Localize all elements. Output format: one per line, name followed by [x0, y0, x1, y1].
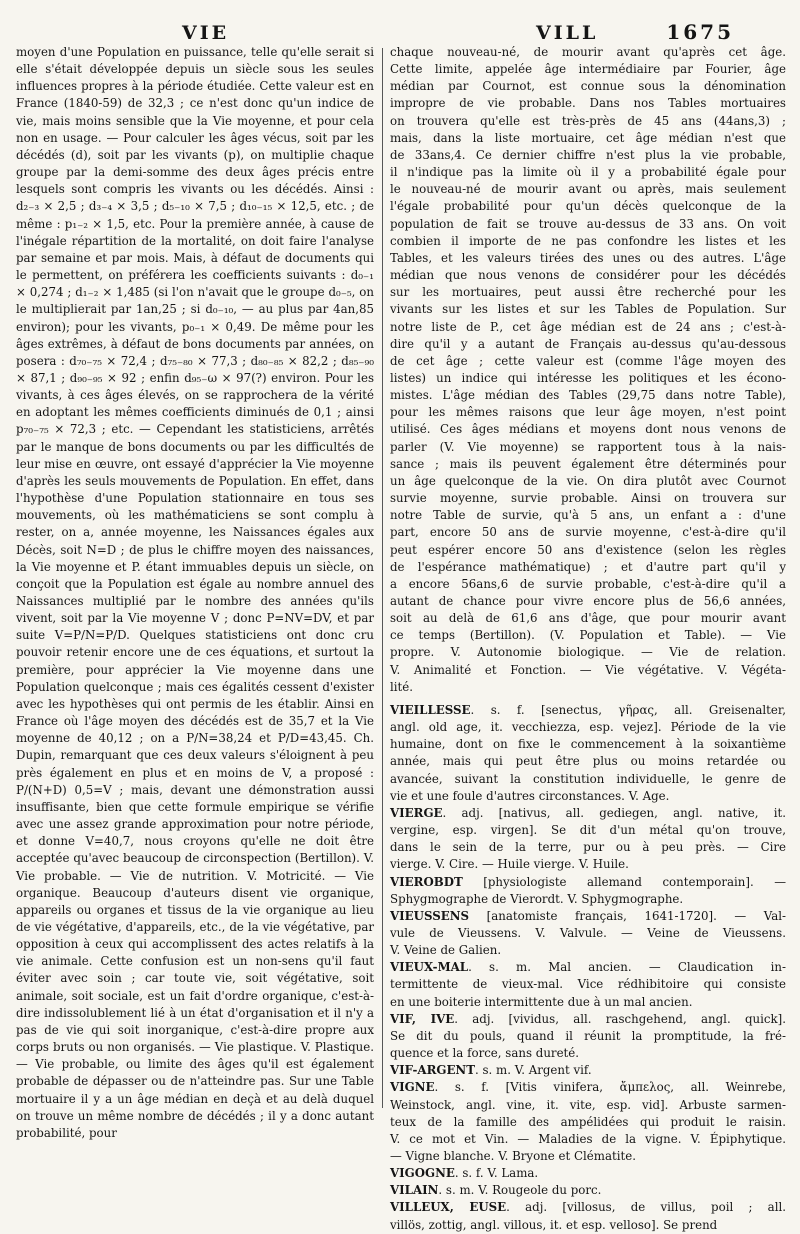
right-column-line: VIEUX-MAL. s. m. Mal ancien. — Claudication in-: [390, 960, 786, 975]
right-column-line: listes) un indice qui intéresse les politiques et les écono-: [390, 370, 786, 385]
right-column-line: villös, zottig, angl. villous, it. et esp. velloso]. Se prend: [390, 1217, 718, 1232]
right-column-line: vule de Vieussens. V. Valvule. — Veine de Vieussens.: [390, 925, 786, 940]
right-column-line: termittente de vieux-mal. Vice rédhibitoire qui consiste: [390, 977, 786, 992]
right-column-line: notre Table de survie, qu'à 5 ans, un enfant a : d'une: [390, 508, 786, 523]
right-column-line: en une boiterie intermittente due à un mal ancien.: [390, 994, 693, 1009]
right-column-line: VILLEUX, EUSE. adj. [villosus, de villus, poil ; all.: [390, 1200, 786, 1215]
right-column-line: avancée, suivant la constitution individuelle, le genre de: [390, 771, 786, 786]
right-column-line: VIEUSSENS [anatomiste français, 1641-1720]. — Val-: [390, 908, 786, 923]
right-column-line: autant de chance pour vivre encore plus de 56,6 années,: [390, 594, 786, 608]
entry-headword: VIEROBDT: [390, 874, 463, 889]
entry-headword: VIEILLESSE: [390, 702, 471, 717]
entry-headword: VIGOGNE: [390, 1166, 455, 1181]
right-column-line: on trouvera qu'elle est très-près de 45 ans (44ans,3) ;: [390, 113, 786, 128]
entry-headword: VIF, IVE: [390, 1011, 455, 1026]
right-column-line: Tables, et les valeurs tirées des unes ou des autres. L'âge: [390, 250, 786, 265]
right-column-line: a encore 56ans,6 de survie probable, c'est-à-dire qu'il a: [390, 576, 786, 591]
right-column-line: teux de la famille des ampélidées qui produit le raisin.: [390, 1114, 786, 1129]
left-column: [16, 44, 374, 1140]
right-column-line: médian par Cournot, est connue sous la dénomination: [390, 79, 786, 94]
right-column-line: sance ; mais ils peuvent également être déterminés pour: [390, 456, 786, 471]
right-column-line: VILAIN. s. m. V. Rougeole du porc.: [390, 1183, 602, 1198]
right-column-line: sur les mortuaires, peut aussi être recherché pour les: [390, 285, 786, 300]
entry-headword: VILLEUX, EUSE: [390, 1200, 507, 1215]
header-right-word: VILL: [536, 22, 599, 44]
right-column: [390, 44, 786, 1232]
right-column-line: VIEILLESSE. s. f. [senectus, γῆρας, all. Greisenalter,: [390, 702, 786, 717]
right-column-line: combien il importe de ne pas confondre les listes et les: [390, 233, 786, 248]
right-column-line: VIEROBDT [physiologiste allemand contemporain]. —: [390, 874, 786, 889]
right-column-line: de l'espérance mathématique) ; et d'autre part qu'il y: [390, 559, 786, 574]
right-column-line: Sphygmographe de Vierordt. V. Sphygmographe.: [390, 891, 684, 906]
right-column-line: part, encore 50 ans de survie moyenne, c'est-à-dire qu'il: [390, 525, 786, 540]
right-column-line: angl. old age, it. vecchiezza, esp. vejez]. Période de la vie: [390, 720, 786, 735]
right-column-line: V. Veine de Galien.: [390, 943, 502, 958]
right-column-line: ce temps (Bertillon). (V. Population et Table). — Vie: [390, 628, 786, 643]
right-column-line: un âge quelconque de la vie. On dira plutôt avec Cournot: [390, 473, 786, 488]
right-column-line: mais, dans la liste mortuaire, cet âge médian n'est que: [390, 130, 786, 145]
right-column-line: impropre de vie probable. Dans nos Tables mortuaires: [390, 96, 786, 111]
entry-headword: VIEUSSENS: [390, 908, 470, 923]
right-column-line: Cette limite, appelée âge intermédiaire par Fourier, âge: [390, 62, 786, 77]
entry-headword: VIGNE: [390, 1080, 435, 1095]
right-column-line: dans le sein de la terre, pur ou à peu près. — Cire: [390, 840, 786, 855]
right-column-line: quence et la force, sans dureté.: [390, 1046, 580, 1061]
page-number: 1675: [666, 20, 734, 44]
right-column-line: VIERGE. adj. [nativus, all. gediegen, angl. native, it.: [390, 805, 786, 820]
right-column-line: notre liste de P., cet âge médian est de 24 ans ; c'est-à-: [390, 319, 786, 334]
right-column-line: pour les mêmes raisons que leur âge moyen, n'est point: [390, 405, 786, 420]
right-column-line: VIF, IVE. adj. [vividus, all. raschgehend, angl. quick].: [390, 1011, 786, 1026]
right-column-line: vie et une foule d'autres circonstances. V. Age.: [390, 788, 670, 803]
right-column-line: l'égale probabilité pour qu'un décès quelconque de la: [390, 199, 786, 214]
entry-headword: VIEUX-MAL: [390, 960, 469, 975]
right-column-line: année, mais qui peut être plus ou moins retardée ou: [390, 754, 786, 769]
entry-headword: VIERGE: [390, 805, 443, 820]
right-column-line: dire qu'il y a autant de Français au-dessus qu'au-dessous: [390, 336, 786, 351]
entry-headword: VIF-ARGENT: [390, 1063, 475, 1078]
right-column-line: vierge. V. Cire. — Huile vierge. V. Huile.: [390, 857, 629, 872]
right-column-line: soit au delà de 61,6 ans d'âge, que pour mourir avant: [390, 611, 786, 626]
right-column-line: V. Animalité et Fonction. — Vie végétative. V. Végéta-: [390, 662, 786, 677]
right-column-line: Se dit du pouls, quand il réunit la promptitude, la fré-: [390, 1028, 786, 1043]
right-column-line: propre. V. Autonomie biologique. — Vie de relation.: [390, 645, 786, 660]
right-column-line: humaine, dont on fixe le commencement à la soixantième: [390, 737, 786, 752]
right-column-line: lité.: [390, 679, 414, 694]
entry-headword: VILAIN: [390, 1183, 439, 1198]
header-left-word: VIE: [182, 22, 230, 44]
left-column-text: moyen d'une Population en puissance, telle qu'elle serait si elle s'était développée depuis un siècle sous les seules influences propres à la période étudiée. Cette valeur est en France (1840-59) de 32,3 ; ce n'est donc qu'un indice de vie, mais moins sensible que la Vie moyenne, et pour cela non en usage. — Pour calculer les âges vécus, soit par les décédés (d), soit par les vivants (p), on multiplie chaque groupe par la demi-somme des deux âges précis entre lesquels sont compris les vivants ou les décédés. Ainsi : d₂₋₃ × 2,5 ; d₃₋₄ × 3,5 ; d₅₋₁₀ × 7,5 ; d₁₀₋₁₅ × 12,5, etc. ; de même : p₁₋₂ × 1,5, etc. Pour la première année, à cause de l'inégale répartition de la mortalité, on doit faire l'analyse par semaine et par mois. Mais, à défaut de documents qui le permettent, on préférera les coefficients suivants : d₀₋₁ × 0,274 ; d₁₋₂ × 1,485 (si l'on n'avait que le groupe d₀₋₅, on le multiplierait par 1an,25 ; si d₀₋₁₀, — au plus par 4an,85 environ); pour les vivants, p₀₋₁ × 0,49. De même pour les âges extrêmes, à défaut de bons documents par années, on posera : d₇₀₋₇₅ × 72,4 ; d₇₅₋₈₀ × 77,3 ; d₈₀₋₈₅ × 82,2 ; d₈₅₋₉₀ × 87,1 ; d₉₀₋₉₅ × 92 ; enfin d₉₅₋ω × 97(?) environ. Pour les vivants, à ces âges élevés, on se rapprochera de la vérité en adoptant les mêmes coefficients diminués de 0,1 ; ainsi p₇₀₋₇₅ × 72,3 ; etc. — Cependant les statisticiens, arrêtés par le manque de bons documents ou par les difficultés de leur mise en œuvre, ont essayé d'apprécier la Vie moyenne d'après les seuls mouvements de Population. En effet, dans l'hypothèse d'une Population stationnaire en tous ses mouvements, où les mathématiciens se sont complu à rester, on a, année moyenne, les Naissances égales aux Décès, soit N=D ; de plus le chiffre moyen des naissances, la Vie moyenne et P. étant immuables depuis un siècle, on conçoit que la Population est égale au nombre annuel des Naissances multiplié par le nombre des années qu'ils vivent, soit par la Vie moyenne V ; donc P=NV=DV, et par suite V=P/N=P/D. Quelques statisticiens ont donc cru pouvoir retenir encore une de ces équations, et surtout la première, pour apprécier la Vie moyenne dans une Population quelconque ; mais ces égalités cessent d'exister avec les hypothèses qui ont permis de les établir. Ainsi en France où l'âge moyen des décédés est de 35,7 et la Vie moyenne de 40,12 ; on a P/N=38,24 et P/D=43,45. Ch. Dupin, remarquant que ces deux valeurs s'éloignent à peu près également en plus et en moins de V, a proposé : P/(N+D) 0,5=V ; mais, devant une démonstration aussi insuffisante, bien que cette formule empirique se vérifie avec une assez grande approximation pour notre période, et donne V=40,7, nous croyons qu'elle ne doit être acceptée qu'avec beaucoup de circonspection (Bertillon). V. Vie probable. — Vie de nutrition. V. Motricité. — Vie organique. Beaucoup d'auteurs disent vie organique, appareils ou organes et tissus de la vie organique au lieu de vie végétative, d'appareils, etc., de la vie végétative, par opposition à ceux qui accomplissent des actes relatifs à la vie animale. Cette confusion est un non-sens qu'il faut éviter avec soin ; car toute vie, soit végétative, soit animale, soit sociale, est un fait d'ordre organique, c'est-à-dire indissolublement lié à un état d'organisation et il n'y a pas de vie qui soit inorganique, c'est-à-dire propre aux corps bruts ou non organisés. — Vie plastique. V. Plastique. — Vie probable, ou limite des âges qu'il est également probable de dépasser ou de n'atteindre pas. Sur une Table mortuaire il y a un âge médian en deçà et au delà duquel on trouve un même nombre de décédés ; il y a donc autant probabilité, pour: [16, 45, 374, 1140]
right-column-line: VIF-ARGENT. s. m. V. Argent vif.: [390, 1063, 592, 1078]
right-column-line: — Vigne blanche. V. Bryone et Clématite.: [390, 1149, 636, 1163]
column-divider: [382, 48, 383, 1108]
right-column-line: le nouveau-né de mourir avant ou après, mais seulement: [390, 182, 786, 197]
right-column-line: V. ce mot et Vin. — Maladies de la vigne. V. Épiphytique.: [390, 1131, 786, 1146]
right-column-line: de 33ans,4. Ce dernier chiffre n'est plus la vie probable,: [390, 147, 786, 162]
right-column-line: Weinstock, angl. vine, it. vite, esp. vid]. Arbuste sarmen-: [390, 1097, 786, 1112]
right-column-line: il n'indique pas la limite où il y a probabilité égale pour: [390, 165, 786, 180]
right-column-line: VIGOGNE. s. f. V. Lama.: [390, 1166, 539, 1181]
right-column-line: chaque nouveau-né, de mourir avant qu'après cet âge.: [390, 45, 786, 59]
running-header: [0, 10, 800, 44]
right-column-line: parler (V. Vie moyenne) se rapportent tous à la nais-: [390, 439, 786, 454]
right-column-line: survie moyenne, survie probable. Ainsi on trouvera sur: [390, 491, 786, 506]
right-column-line: vivants sur les listes et sur les Tables de Population. Sur: [390, 302, 786, 317]
right-column-line: population de fait se trouve au-dessus de 33 ans. On voit: [390, 216, 786, 231]
right-column-line: mistes. L'âge médian des Tables (29,75 dans notre Table),: [390, 388, 786, 403]
right-column-line: peut espérer encore 50 ans d'existence (selon les règles: [390, 542, 786, 557]
right-column-line: utilisé. Ces âges médians et moyens dont nous venons de: [390, 422, 786, 437]
right-column-line: vergine, esp. virgen]. Se dit d'un métal qu'on trouve,: [390, 823, 786, 838]
right-column-line: médian que nous venons de considérer pour les décédés: [390, 268, 786, 283]
right-column-line: de cet âge ; cette valeur est (comme l'âge moyen des: [390, 353, 786, 368]
right-column-line: VIGNE. s. f. [Vitis vinifera, ἄμπελος, all. Weinrebe,: [390, 1080, 786, 1095]
